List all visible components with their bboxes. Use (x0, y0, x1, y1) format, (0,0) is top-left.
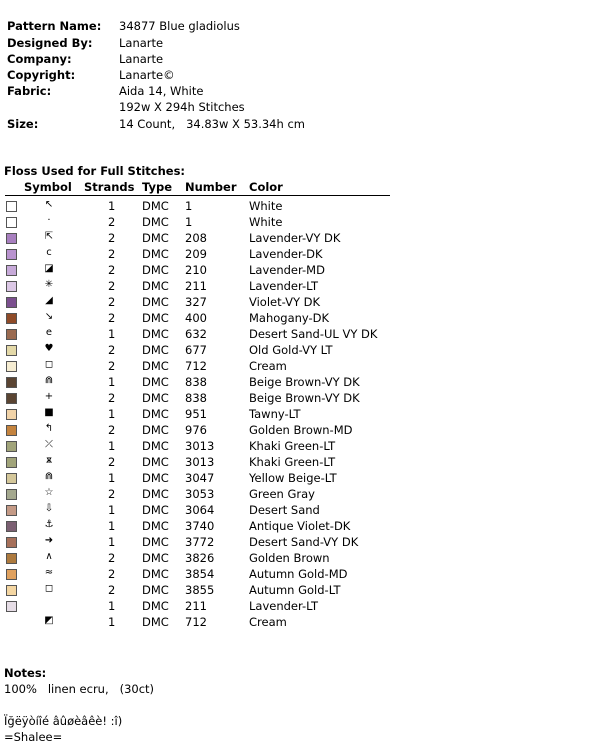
copyright-label: Copyright: (7, 68, 76, 82)
color-name-cell: Autumn Gold-MD (249, 567, 348, 581)
designed-by-value: Lanarte (119, 36, 164, 50)
symbol-icon: ◢ (45, 295, 53, 306)
symbol-icon: ◪ (44, 263, 54, 274)
symbol-icon: e (45, 327, 53, 338)
symbol-icon: ➜ (44, 535, 54, 546)
symbol-icon: ѫ (45, 455, 53, 466)
number-cell: 211 (185, 279, 207, 293)
color-swatch (6, 553, 17, 564)
color-swatch (6, 441, 17, 452)
column-header-symbol: Symbol (24, 180, 72, 194)
type-cell: DMC (142, 535, 169, 549)
table-row (0, 358, 615, 374)
color-swatch (6, 521, 17, 532)
strands-cell: 2 (108, 487, 116, 501)
designed-by-label: Designed By: (7, 36, 93, 50)
type-cell: DMC (142, 311, 169, 325)
symbol-icon: ≈ (44, 567, 54, 578)
symbol-icon: ⚓ (44, 519, 54, 530)
color-swatch (6, 313, 17, 324)
color-swatch (6, 393, 17, 404)
strands-cell: 1 (108, 407, 116, 421)
color-name-cell: Beige Brown-VY DK (249, 391, 360, 405)
table-row (0, 310, 615, 326)
number-cell: 210 (185, 263, 207, 277)
symbol-icon: ↘ (44, 311, 54, 322)
color-swatch (6, 329, 17, 340)
color-name-cell: Golden Brown-MD (249, 423, 353, 437)
number-cell: 327 (185, 295, 207, 309)
company-value: Lanarte (119, 52, 164, 66)
color-swatch (6, 281, 17, 292)
table-row (0, 390, 615, 406)
column-header-number: Number (185, 180, 237, 194)
color-name-cell: Desert Sand-UL VY DK (249, 327, 378, 341)
color-name-cell: Lavender-LT (249, 599, 318, 613)
color-swatch (6, 537, 17, 548)
symbol-icon: ♥ (44, 343, 54, 354)
size-label: Size: (7, 117, 39, 131)
number-cell: 211 (185, 599, 207, 613)
type-cell: DMC (142, 391, 169, 405)
color-name-cell: Mahogany-DK (249, 311, 330, 325)
table-row (0, 438, 615, 454)
type-cell: DMC (142, 327, 169, 341)
color-swatch (6, 409, 17, 420)
number-cell: 1 (185, 199, 193, 213)
color-name-cell: Desert Sand-VY DK (249, 535, 359, 549)
fabric-label: Fabric: (7, 84, 52, 98)
number-cell: 3740 (185, 519, 215, 533)
color-swatch (6, 361, 17, 372)
stitches-value: 192w X 294h Stitches (119, 100, 245, 114)
color-swatch (6, 297, 17, 308)
strands-cell: 2 (108, 551, 116, 565)
type-cell: DMC (142, 215, 169, 229)
number-cell: 3855 (185, 583, 215, 597)
symbol-icon: ⋒ (44, 471, 54, 482)
table-row (0, 614, 615, 630)
symbol-icon: ■ (44, 407, 54, 418)
color-name-cell: Desert Sand (249, 503, 320, 517)
color-name-cell: White (249, 215, 283, 229)
number-cell: 838 (185, 391, 207, 405)
table-row (0, 470, 615, 486)
color-name-cell: Old Gold-VY LT (249, 343, 333, 357)
strands-cell: 2 (108, 263, 116, 277)
number-cell: 677 (185, 343, 207, 357)
strands-cell: 2 (108, 391, 116, 405)
notes-line-2: Ïğëÿòíîé âûøèâêè! :î) (4, 714, 123, 728)
type-cell: DMC (142, 247, 169, 261)
color-name-cell: Lavender-VY DK (249, 231, 341, 245)
company-label: Company: (7, 52, 72, 66)
color-name-cell: Lavender-MD (249, 263, 325, 277)
strands-cell: 1 (108, 615, 116, 629)
type-cell: DMC (142, 471, 169, 485)
size-value: 14 Count, 34.83w X 53.34h cm (119, 117, 305, 131)
table-row (0, 550, 615, 566)
type-cell: DMC (142, 423, 169, 437)
type-cell: DMC (142, 599, 169, 613)
color-swatch (6, 601, 17, 612)
type-cell: DMC (142, 231, 169, 245)
number-cell: 400 (185, 311, 207, 325)
type-cell: DMC (142, 359, 169, 373)
number-cell: 951 (185, 407, 207, 421)
strands-cell: 2 (108, 295, 116, 309)
strands-cell: 1 (108, 519, 116, 533)
color-swatch (6, 233, 17, 244)
number-cell: 209 (185, 247, 207, 261)
symbol-icon: ↰ (44, 423, 54, 434)
color-name-cell: Violet-VY DK (249, 295, 321, 309)
table-row (0, 214, 615, 230)
color-name-cell: Khaki Green-LT (249, 455, 336, 469)
number-cell: 3053 (185, 487, 215, 501)
color-swatch (6, 345, 17, 356)
strands-cell: 2 (108, 423, 116, 437)
type-cell: DMC (142, 567, 169, 581)
table-row (0, 374, 615, 390)
table-row (0, 278, 615, 294)
fabric-value: Aida 14, White (119, 84, 204, 98)
color-swatch (6, 425, 17, 436)
strands-cell: 2 (108, 343, 116, 357)
type-cell: DMC (142, 503, 169, 517)
color-name-cell: Tawny-LT (249, 407, 301, 421)
column-header-type: Type (142, 180, 173, 194)
table-row (0, 566, 615, 582)
strands-cell: 1 (108, 503, 116, 517)
number-cell: 3047 (185, 471, 215, 485)
color-name-cell: Antique Violet-DK (249, 519, 351, 533)
color-swatch (6, 457, 17, 468)
table-row (0, 486, 615, 502)
symbol-icon: ⇩ (44, 503, 54, 514)
number-cell: 3013 (185, 455, 215, 469)
color-swatch (6, 585, 17, 596)
color-swatch (6, 249, 17, 260)
symbol-icon: ↖ (44, 199, 54, 210)
copyright-value: Lanarte© (119, 68, 175, 82)
number-cell: 3013 (185, 439, 215, 453)
type-cell: DMC (142, 439, 169, 453)
number-cell: 712 (185, 615, 207, 629)
strands-cell: 1 (108, 471, 116, 485)
number-cell: 1 (185, 215, 193, 229)
color-name-cell: Cream (249, 359, 287, 373)
type-cell: DMC (142, 199, 169, 213)
type-cell: DMC (142, 519, 169, 533)
symbol-icon: ⇱ (44, 231, 54, 242)
table-row (0, 326, 615, 342)
color-swatch (6, 505, 17, 516)
table-row (0, 502, 615, 518)
type-cell: DMC (142, 375, 169, 389)
symbol-icon: + (44, 391, 54, 402)
type-cell: DMC (142, 551, 169, 565)
table-row (0, 246, 615, 262)
color-swatch (6, 217, 17, 228)
strands-cell: 2 (108, 359, 116, 373)
type-cell: DMC (142, 407, 169, 421)
color-swatch (6, 489, 17, 500)
symbol-icon: · (47, 215, 51, 226)
color-swatch (6, 265, 17, 276)
strands-cell: 1 (108, 599, 116, 613)
table-row (0, 598, 615, 614)
color-swatch (6, 201, 17, 212)
symbol-icon: c (46, 247, 52, 258)
number-cell: 632 (185, 327, 207, 341)
strands-cell: 2 (108, 567, 116, 581)
number-cell: 3064 (185, 503, 215, 517)
strands-cell: 1 (108, 535, 116, 549)
color-name-cell: Lavender-LT (249, 279, 318, 293)
floss-title: Floss Used for Full Stitches: (4, 164, 186, 178)
notes-title: Notes: (4, 666, 47, 680)
strands-cell: 2 (108, 231, 116, 245)
color-name-cell: Cream (249, 615, 287, 629)
number-cell: 838 (185, 375, 207, 389)
table-row (0, 518, 615, 534)
strands-cell: 2 (108, 455, 116, 469)
table-row (0, 198, 615, 214)
color-name-cell: Golden Brown (249, 551, 330, 565)
type-cell: DMC (142, 583, 169, 597)
strands-cell: 1 (108, 375, 116, 389)
strands-cell: 2 (108, 583, 116, 597)
pattern-name-value: 34877 Blue gladiolus (119, 19, 240, 33)
notes-line-3: =Shalee= (4, 730, 63, 744)
table-row (0, 342, 615, 358)
color-swatch (6, 473, 17, 484)
type-cell: DMC (142, 343, 169, 357)
table-row (0, 406, 615, 422)
symbol-icon: ✳ (44, 279, 54, 290)
color-name-cell: Green Gray (249, 487, 315, 501)
color-name-cell: Lavender-DK (249, 247, 323, 261)
color-swatch (6, 569, 17, 580)
number-cell: 712 (185, 359, 207, 373)
strands-cell: 2 (108, 247, 116, 261)
symbol-icon: ⋒ (44, 375, 54, 386)
table-row (0, 582, 615, 598)
strands-cell: 2 (108, 311, 116, 325)
column-header-color: Color (249, 180, 283, 194)
symbol-icon: ◻ (44, 359, 54, 370)
notes-line-1: 100% linen ecru, (30ct) (4, 682, 155, 696)
table-row (0, 422, 615, 438)
number-cell: 3826 (185, 551, 215, 565)
table-row (0, 534, 615, 550)
type-cell: DMC (142, 279, 169, 293)
symbol-icon: ◩ (44, 615, 54, 626)
number-cell: 3854 (185, 567, 215, 581)
number-cell: 208 (185, 231, 207, 245)
type-cell: DMC (142, 615, 169, 629)
color-swatch (6, 377, 17, 388)
symbol-icon: ☆ (44, 487, 54, 498)
strands-cell: 1 (108, 327, 116, 341)
table-row (0, 230, 615, 246)
strands-cell: 2 (108, 279, 116, 293)
table-row (0, 294, 615, 310)
symbol-icon: ◻ (44, 583, 54, 594)
symbol-icon: ∧ (45, 551, 53, 562)
type-cell: DMC (142, 295, 169, 309)
table-row (0, 262, 615, 278)
type-cell: DMC (142, 263, 169, 277)
symbol-icon: ⤫ (45, 439, 53, 450)
color-name-cell: White (249, 199, 283, 213)
color-name-cell: Khaki Green-LT (249, 439, 336, 453)
number-cell: 976 (185, 423, 207, 437)
type-cell: DMC (142, 455, 169, 469)
color-name-cell: Autumn Gold-LT (249, 583, 341, 597)
type-cell: DMC (142, 487, 169, 501)
strands-cell: 1 (108, 199, 116, 213)
color-name-cell: Yellow Beige-LT (249, 471, 337, 485)
number-cell: 3772 (185, 535, 215, 549)
table-row (0, 454, 615, 470)
header-divider (5, 195, 390, 196)
color-name-cell: Beige Brown-VY DK (249, 375, 360, 389)
strands-cell: 2 (108, 215, 116, 229)
pattern-name-label: Pattern Name: (7, 19, 102, 33)
strands-cell: 1 (108, 439, 116, 453)
column-header-strands: Strands (84, 180, 135, 194)
